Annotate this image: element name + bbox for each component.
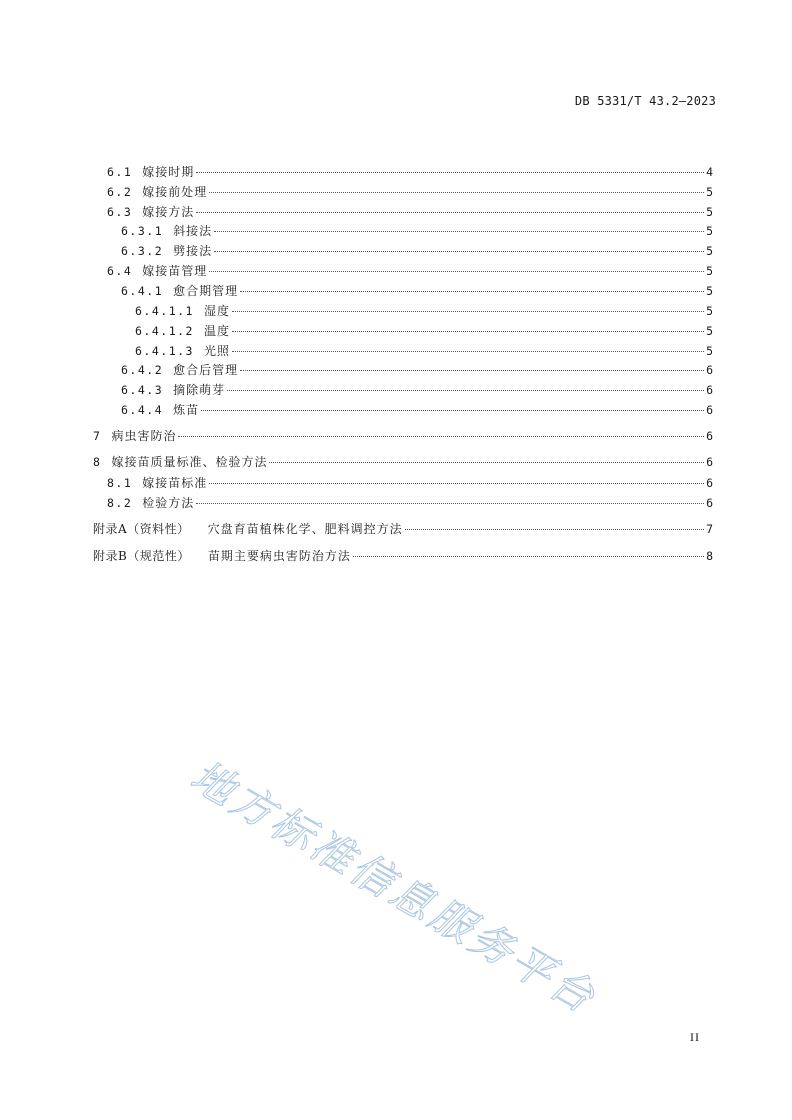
toc-leader-dots: [232, 331, 704, 332]
toc-leader-dots: [240, 370, 704, 371]
toc-entry-page: 6: [706, 363, 713, 377]
toc-entry[interactable]: [135, 342, 713, 360]
toc-entry-number: 8.2: [107, 496, 133, 510]
toc-entry[interactable]: [121, 361, 713, 379]
toc-leader-dots: [353, 556, 704, 557]
toc-entry-number: 6.3: [107, 205, 133, 219]
toc-entry-page: 6: [706, 476, 713, 490]
page-number: II: [690, 1030, 700, 1044]
toc-leader-dots: [209, 192, 704, 193]
toc-entry-page: 5: [706, 324, 713, 338]
toc-entry-page: 5: [706, 224, 713, 238]
toc-entry-page: 6: [706, 455, 713, 469]
toc-entry[interactable]: [121, 401, 713, 419]
toc-entry-page: 6: [706, 383, 713, 397]
toc-entry-page: 4: [706, 165, 713, 179]
toc-leader-dots: [196, 172, 704, 173]
toc-entry-title: 光照: [203, 344, 230, 358]
toc-entry-title: 嫁接时期: [142, 165, 195, 179]
toc-entry-page: 6: [706, 429, 713, 443]
document-code: DB 5331/T 43.2—2023: [574, 94, 716, 108]
toc-entry-number: 6.4.1.1: [135, 304, 194, 318]
toc-entry-number: 6.4: [107, 264, 133, 278]
toc-entry-title: 病虫害防治: [111, 429, 177, 443]
toc-entry-page: 5: [706, 185, 713, 199]
watermark: 地方标准信息服务平台: [182, 750, 606, 1024]
toc-entry-title: 嫁接方法: [142, 205, 195, 219]
toc-entry[interactable]: [121, 242, 713, 260]
toc-entry-number: 附录B（规范性）: [93, 549, 190, 563]
toc-entry-page: 6: [706, 496, 713, 510]
toc-entry[interactable]: [93, 520, 713, 538]
toc-entry[interactable]: [107, 183, 713, 201]
toc-entry[interactable]: [93, 547, 713, 565]
toc-entry-page: 5: [706, 244, 713, 258]
toc-entry-number: 6.2: [107, 185, 133, 199]
toc-entry-number: 6.4.2: [121, 363, 164, 377]
toc-leader-dots: [269, 462, 704, 463]
toc-leader-dots: [196, 212, 704, 213]
toc-entry-page: 5: [706, 264, 713, 278]
toc-entry-title: 温度: [203, 324, 230, 338]
toc-entry[interactable]: [107, 203, 713, 221]
toc-leader-dots: [232, 311, 704, 312]
toc-entry-title: 嫁接苗标准: [142, 476, 208, 490]
toc-leader-dots: [214, 251, 704, 252]
toc-entry-title: 嫁接前处理: [142, 185, 208, 199]
toc-leader-dots: [178, 436, 704, 437]
toc-entry[interactable]: [121, 222, 713, 240]
toc-entry-title: 嫁接苗管理: [142, 264, 208, 278]
toc-leader-dots: [214, 231, 704, 232]
toc-entry-title: 愈合后管理: [173, 363, 239, 377]
toc-entry-number: 6.4.1: [121, 284, 164, 298]
toc-leader-dots: [232, 351, 704, 352]
toc-entry-number: 8.1: [107, 476, 133, 490]
toc-entry-page: 5: [706, 344, 713, 358]
toc-entry[interactable]: [107, 163, 713, 181]
toc-entry[interactable]: [107, 494, 713, 512]
toc-entry-number: 6.4.1.3: [135, 344, 194, 358]
toc-entry[interactable]: [135, 322, 713, 340]
toc-entry-title: 穴盘育苗植株化学、肥料调控方法: [207, 522, 403, 536]
toc-entry-title: 劈接法: [173, 244, 213, 258]
toc-entry[interactable]: [107, 474, 713, 492]
toc-entry-page: 5: [706, 304, 713, 318]
toc-entry-number: 附录A（资料性）: [93, 522, 190, 536]
toc-entry-page: 8: [706, 549, 713, 563]
toc-entry-page: 5: [706, 205, 713, 219]
toc-entry-number: 7: [93, 429, 102, 443]
toc-entry-page: 5: [706, 284, 713, 298]
toc-entry-title: 斜接法: [173, 224, 213, 238]
toc-entry[interactable]: [135, 302, 713, 320]
toc-entry-number: 6.4.3: [121, 383, 164, 397]
toc-leader-dots: [209, 271, 704, 272]
toc-entry-title: 嫁接苗质量标准、检验方法: [111, 455, 268, 469]
toc-entry[interactable]: [93, 453, 713, 471]
toc-entry-title: 炼苗: [173, 403, 200, 417]
toc-entry[interactable]: [121, 282, 713, 300]
toc-entry[interactable]: [121, 381, 713, 399]
toc-entry-title: 愈合期管理: [173, 284, 239, 298]
toc-leader-dots: [201, 410, 704, 411]
toc-leader-dots: [240, 291, 704, 292]
toc-entry-page: 6: [706, 403, 713, 417]
toc-entry-number: 8: [93, 455, 102, 469]
toc-entry-number: 6.4.1.2: [135, 324, 194, 338]
toc-entry-number: 6.1: [107, 165, 133, 179]
toc-entry-number: 6.3.2: [121, 244, 164, 258]
toc-leader-dots: [209, 483, 704, 484]
toc-entry-title: 湿度: [203, 304, 230, 318]
toc-entry-page: 7: [706, 522, 713, 536]
toc-entry-title: 苗期主要病虫害防治方法: [207, 549, 351, 563]
toc-leader-dots: [227, 390, 704, 391]
toc-leader-dots: [196, 503, 704, 504]
toc-entry[interactable]: [107, 262, 713, 280]
toc-entry[interactable]: [93, 427, 713, 445]
toc-entry-title: 摘除萌芽: [173, 383, 226, 397]
toc-leader-dots: [405, 529, 704, 530]
toc-entry-title: 检验方法: [142, 496, 195, 510]
toc-entry-number: 6.4.4: [121, 403, 164, 417]
toc-entry-number: 6.3.1: [121, 224, 164, 238]
